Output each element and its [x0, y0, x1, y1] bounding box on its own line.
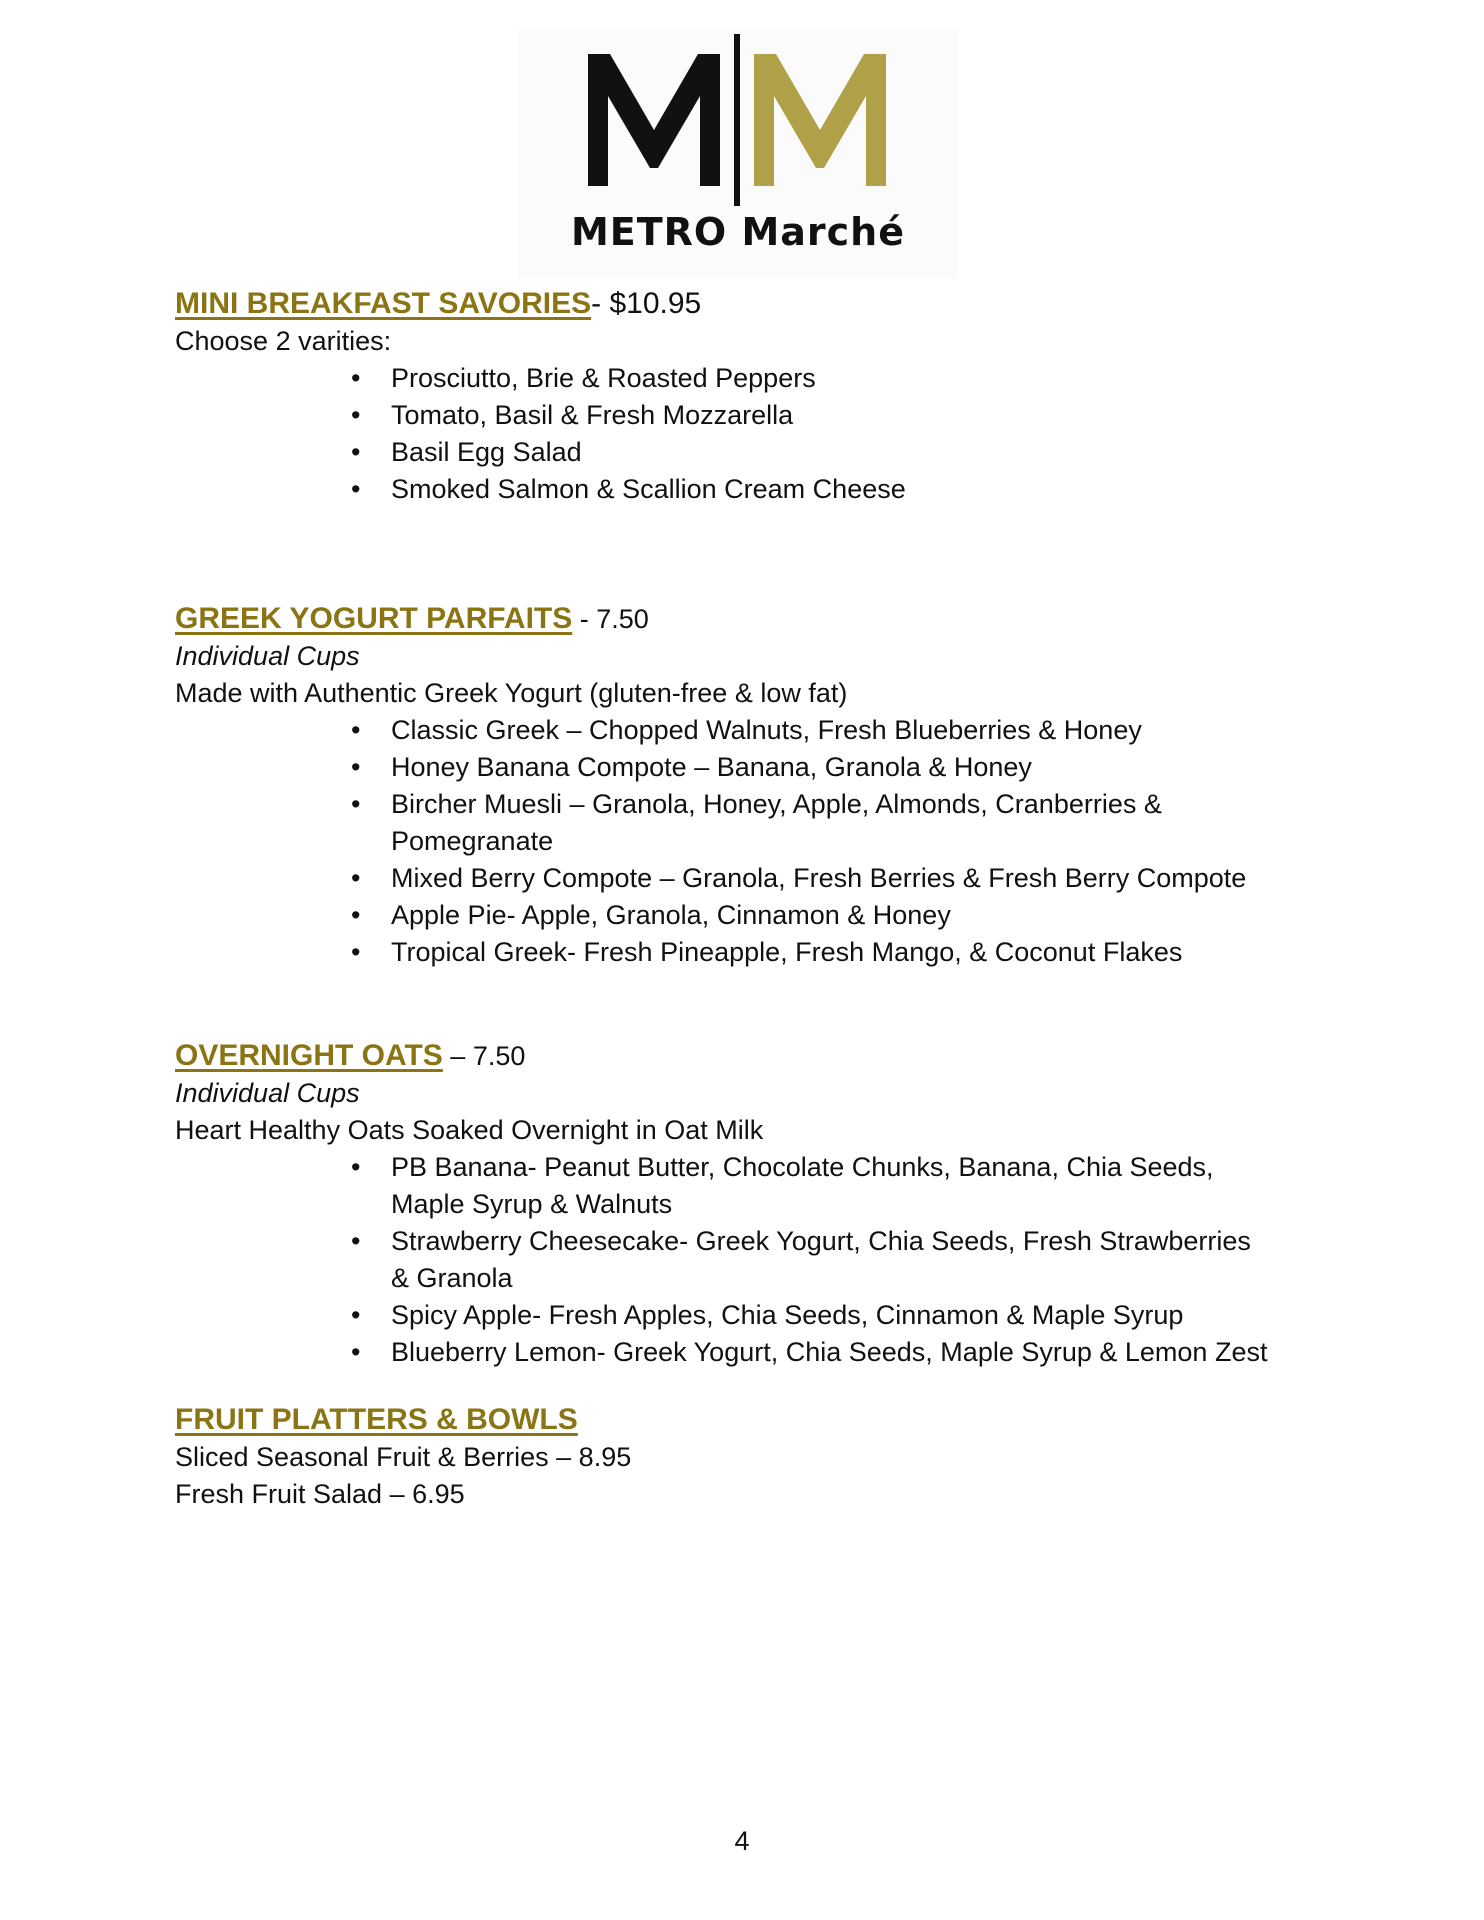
menu-line: Sliced Seasonal Fruit & Berries – 8.95: [175, 1442, 632, 1472]
section-mini-breakfast-savories: [175, 285, 1315, 508]
section-greek-yogurt-parfaits: [175, 600, 1315, 971]
list-item: • Blueberry Lemon- Greek Yogurt, Chia Seeds, Maple Syrup & Lemon Zest: [391, 1334, 1315, 1371]
list-item: • Basil Egg Salad: [391, 434, 1315, 471]
section-price: - $10.95: [591, 287, 702, 320]
section-title: MINI BREAKFAST SAVORIES: [175, 287, 592, 320]
section-heading: [175, 1401, 1315, 1439]
section-subtitle: Individual Cups: [175, 641, 360, 671]
section-title: FRUIT PLATTERS & BOWLS: [175, 1403, 578, 1436]
section-heading: [175, 1037, 1315, 1075]
brand-logo: [518, 28, 958, 278]
section-fruit-platters-bowls: [175, 1401, 1315, 1513]
list-item: • PB Banana- Peanut Butter, Chocolate Chunks, Banana, Chia Seeds, Maple Syrup & Walnuts: [391, 1149, 1271, 1223]
section-subtitle: Individual Cups: [175, 1078, 360, 1108]
section-description: Choose 2 varities:: [175, 326, 392, 356]
item-list: [175, 712, 1315, 971]
list-item: • Spicy Apple- Fresh Apples, Chia Seeds, Cinnamon & Maple Syrup: [391, 1297, 1315, 1334]
list-item: • Smoked Salmon & Scallion Cream Cheese: [391, 471, 1315, 508]
list-item: • Tomato, Basil & Fresh Mozzarella: [391, 397, 1315, 434]
list-item: • Apple Pie- Apple, Granola, Cinnamon & Honey: [391, 897, 1315, 934]
brand-name: METRO Marché: [570, 210, 906, 254]
list-item: • Tropical Greek- Fresh Pineapple, Fresh Mango, & Coconut Flakes: [391, 934, 1315, 971]
page-number: 4: [734, 1826, 750, 1856]
list-item: • Bircher Muesli – Granola, Honey, Apple, Almonds, Cranberries & Pomegranate: [391, 786, 1191, 860]
list-item: • Honey Banana Compote – Banana, Granola & Honey: [391, 749, 1315, 786]
menu-line: Fresh Fruit Salad – 6.95: [175, 1479, 465, 1509]
list-item: • Classic Greek – Chopped Walnuts, Fresh Blueberries & Honey: [391, 712, 1315, 749]
section-title: GREEK YOGURT PARFAITS: [175, 602, 573, 635]
item-list: [175, 1149, 1315, 1371]
section-description: Made with Authentic Greek Yogurt (gluten-free & low fat): [175, 678, 848, 708]
section-price: – 7.50: [442, 1041, 526, 1071]
section-overnight-oats: [175, 1037, 1315, 1371]
section-heading: [175, 285, 1315, 323]
item-list: [175, 360, 1315, 508]
list-item: • Mixed Berry Compote – Granola, Fresh Berries & Fresh Berry Compote: [391, 860, 1315, 897]
section-description: Heart Healthy Oats Soaked Overnight in Oat Milk: [175, 1115, 764, 1145]
menu-content: [175, 285, 1315, 1513]
list-item: • Strawberry Cheesecake- Greek Yogurt, Chia Seeds, Fresh Strawberries & Granola: [391, 1223, 1271, 1297]
section-heading: [175, 600, 1315, 638]
section-price: - 7.50: [572, 604, 649, 634]
section-title: OVERNIGHT OATS: [175, 1039, 443, 1072]
list-item: • Prosciutto, Brie & Roasted Peppers: [391, 360, 1315, 397]
